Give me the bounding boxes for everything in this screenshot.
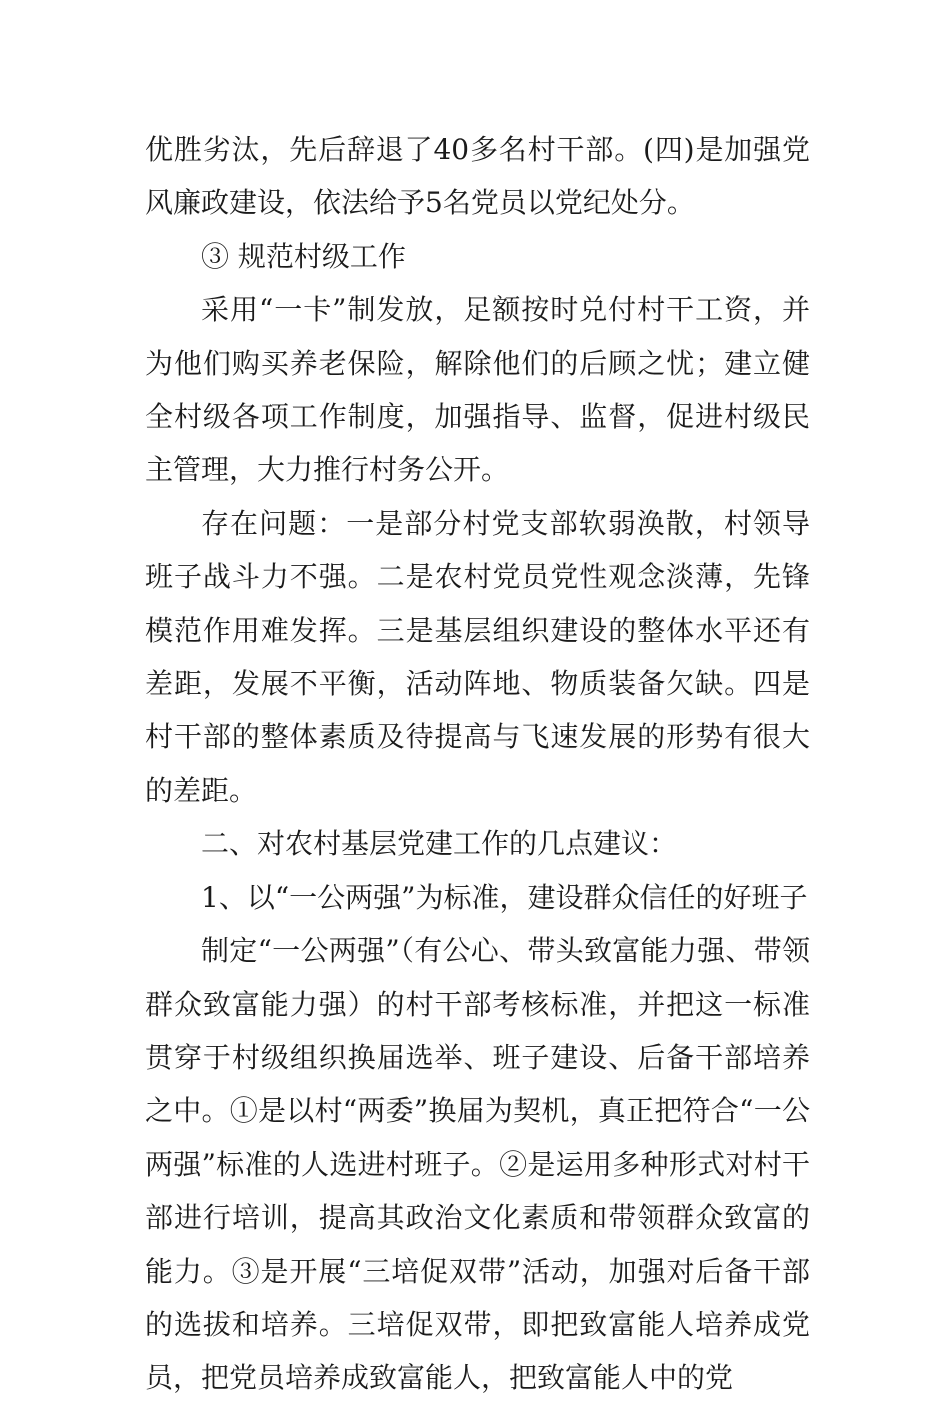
paragraph-assessment-standard: 制定“一公两强”（有公心、带头致富能力强、带领群众致富能力强）的村干部考核标准，并把这一标准贯穿于村级组织换届选举、班子建设、后备干部培养之中。①是以村“两委”换届为契机，真正把符合“一公两强”标准的人选进村班子。②是运用多种形式对村干部进行培训，提高其政治文化素质和带领群众致富的能力。③是开展“三培促双带”活动，加强对后备干部的选拔和培养。三培促双带，即把致富能人培养成党员，把党员培养成致富能人，把致富能人中的党 (145, 934, 810, 1395)
section-heading-standardize-village-work: ③ 规范村级工作 (201, 239, 406, 273)
subsection-heading-one-public-two-strong: 1、以“一公两强”为标准，建设群众信任的好班子 (201, 880, 808, 914)
document-body (145, 123, 810, 1405)
section-heading-suggestions: 二、对农村基层党建工作的几点建议： (201, 827, 678, 861)
paragraph-village-work-measures: 采用“一卡”制发放，足额按时兑付村干工资，并为他们购买养老保险，解除他们的后顾之忧；建立健全村级各项工作制度，加强指导、监督，促进村级民主管理，大力推行村务公开。 (145, 293, 810, 487)
paragraph-existing-problems: 存在问题：一是部分村党支部软弱涣散，村领导班子战斗力不强。二是农村党员党性观念淡薄，先锋模范作用难发挥。三是基层组织建设的整体水平还有差距，发展不平衡，活动阵地、物质装备欠缺。四是村干部的整体素质及待提高与飞速发展的形势有很大的差距。 (145, 506, 810, 807)
paragraph-continued: 优胜劣汰，先后辞退了40多名村干部。(四)是加强党风廉政建设，依法给予5名党员以党纪处分。 (145, 133, 810, 220)
